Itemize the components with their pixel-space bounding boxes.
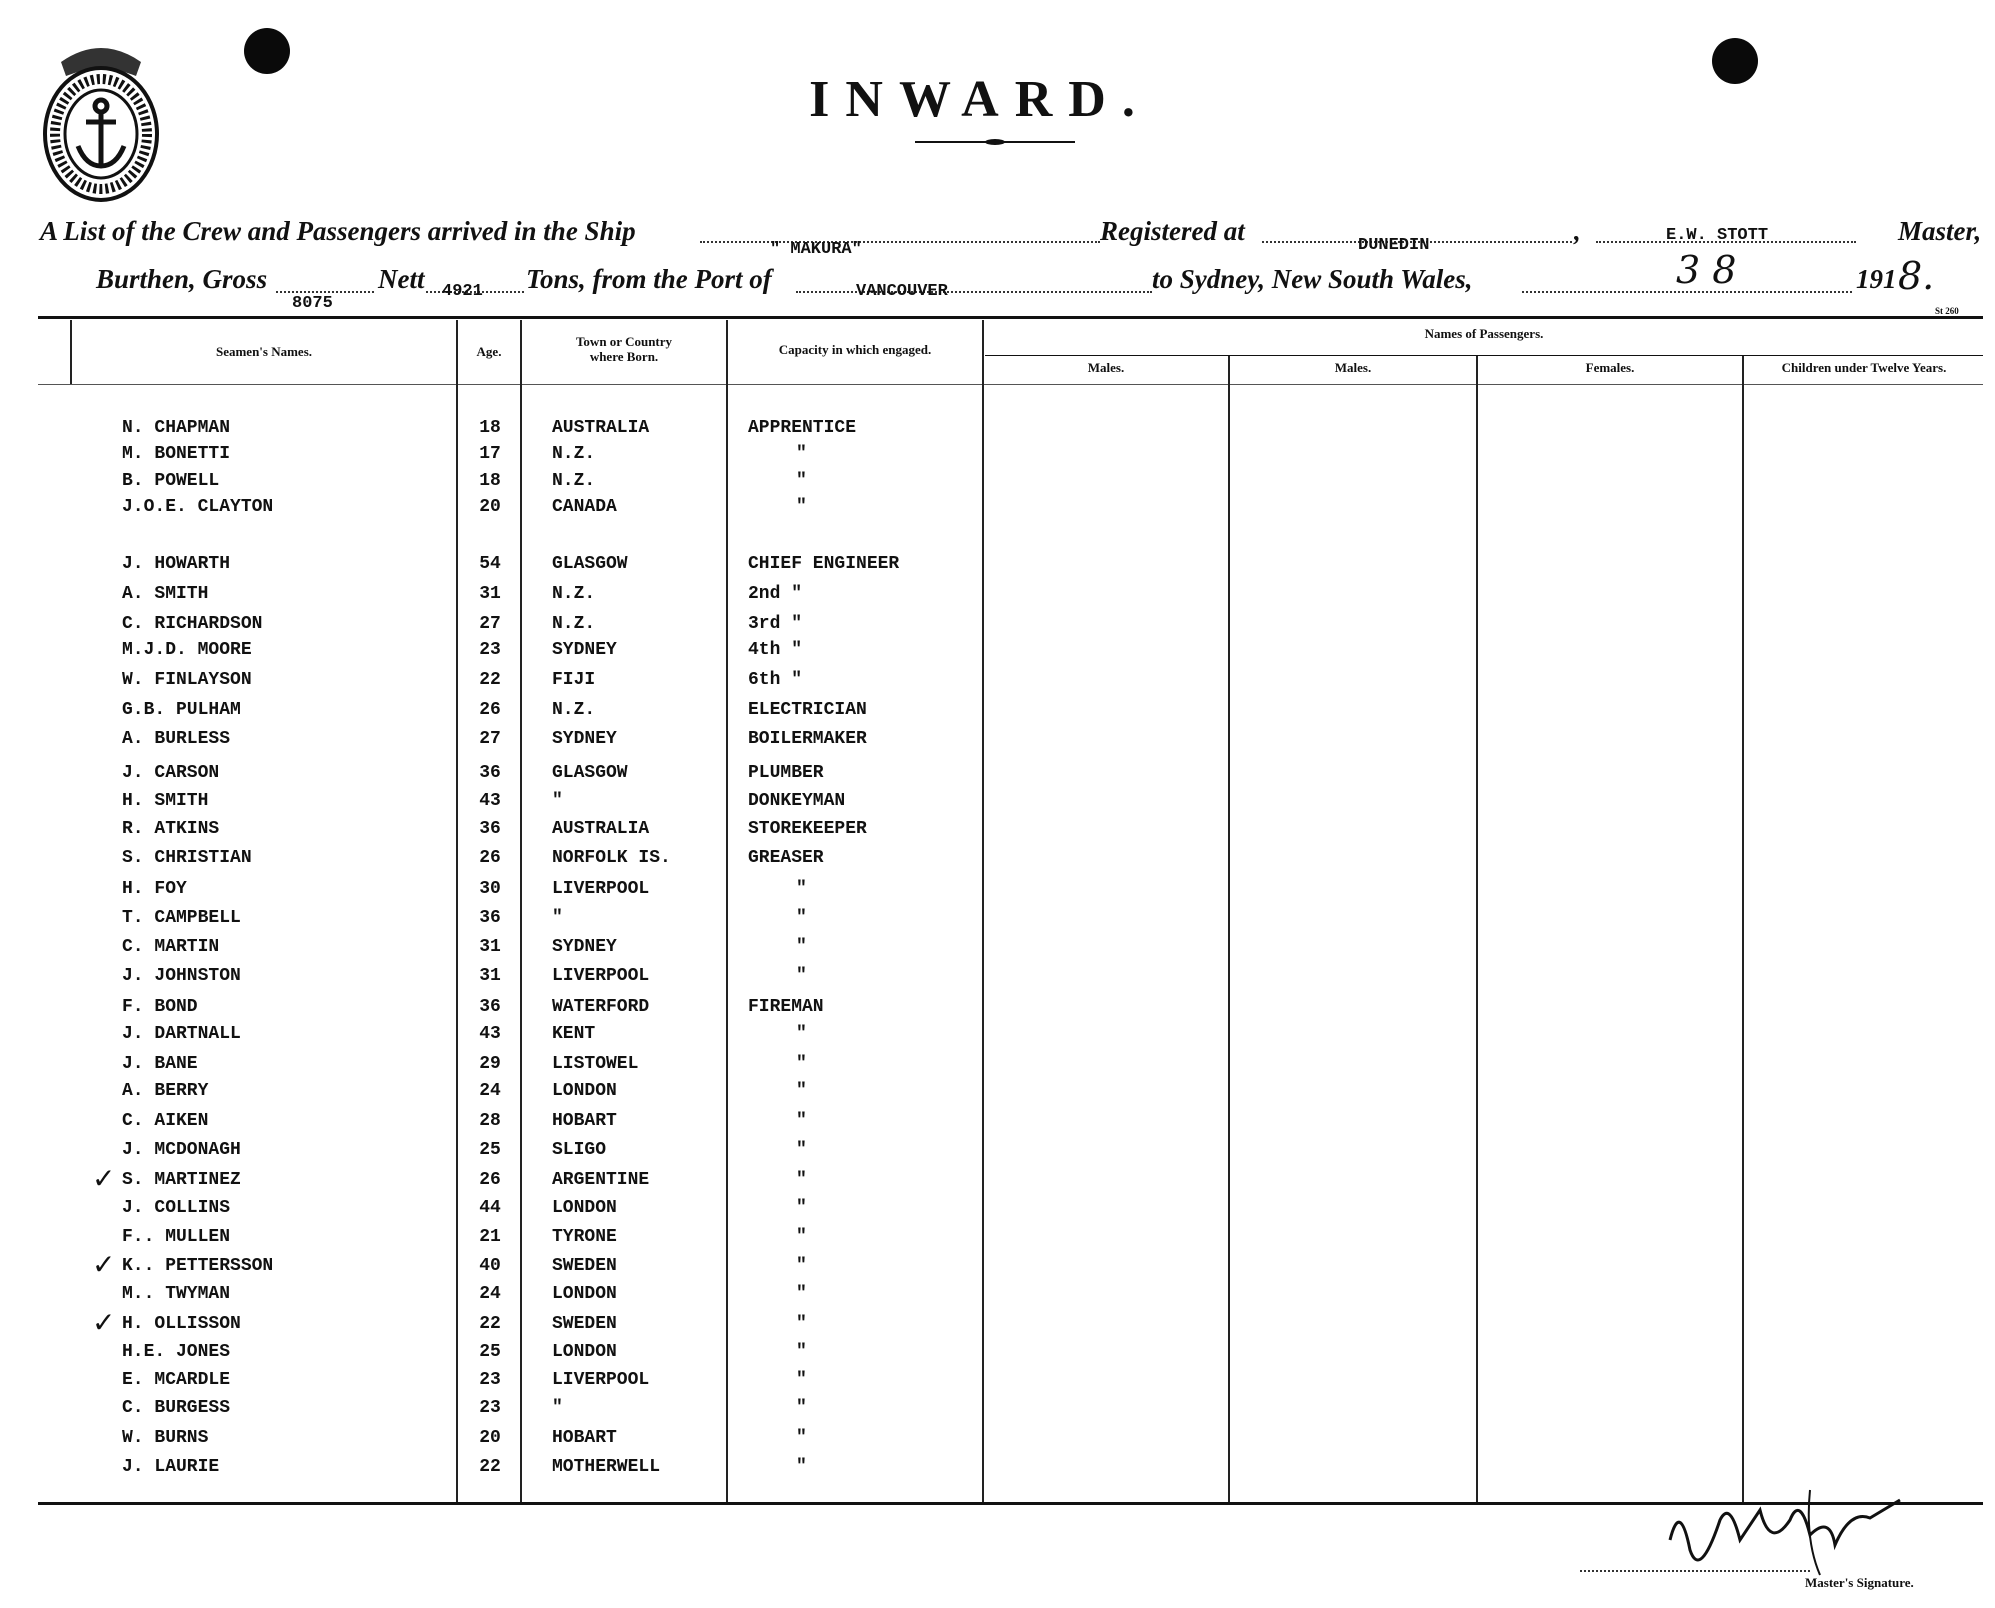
col-header-passengers: Names of Passengers. <box>1424 326 1544 341</box>
crew-name: J. HOWARTH <box>122 554 231 574</box>
crew-age: 27 <box>479 729 501 749</box>
crew-capacity: CHIEF ENGINEER <box>748 554 900 574</box>
check-mark: ✓ <box>92 1162 116 1195</box>
crew-age: 20 <box>479 1428 501 1448</box>
crew-capacity: APPRENTICE <box>748 418 857 438</box>
crew-birthplace: SYDNEY <box>552 729 617 749</box>
crew-capacity: ELECTRICIAN <box>748 700 867 720</box>
col-header-males1: Males. <box>1087 360 1125 375</box>
crew-name: A. SMITH <box>122 584 209 604</box>
passengers-subrule <box>985 355 1983 356</box>
crew-capacity: " <box>796 1342 807 1362</box>
header-line1-label: A List of the Crew and Passengers arrived in the Ship <box>40 216 636 246</box>
registered-port: DUNEDIN <box>1358 236 1430 255</box>
crew-name: C. RICHARDSON <box>122 614 263 634</box>
crew-name: H. OLLISSON <box>122 1314 241 1334</box>
crew-age: 36 <box>479 997 501 1017</box>
crew-capacity: " <box>796 1314 807 1334</box>
burthen-label: Burthen, Gross <box>96 264 268 294</box>
crew-birthplace: N.Z. <box>552 584 596 604</box>
crew-birthplace: WATERFORD <box>552 997 650 1017</box>
crew-birthplace: AUSTRALIA <box>552 819 650 839</box>
department-seal <box>36 34 166 204</box>
crew-capacity: " <box>796 497 807 517</box>
tons-label: Tons, from the Port of <box>526 264 772 294</box>
crew-name: J. JOHNSTON <box>122 966 241 986</box>
from-port: VANCOUVER <box>856 282 948 301</box>
col-divider-age <box>520 320 522 1502</box>
crew-age: 22 <box>479 1314 501 1334</box>
col-header-capacity: Capacity in which engaged. <box>778 342 932 357</box>
crew-capacity: " <box>796 1457 807 1477</box>
crew-name: B. POWELL <box>122 471 220 491</box>
crew-capacity: " <box>796 1256 807 1276</box>
table-top-rule <box>38 316 1983 319</box>
year-prefix: 191 <box>1856 264 1897 294</box>
crew-name: C. MARTIN <box>122 937 220 957</box>
gross-rule <box>276 290 374 293</box>
registered-label: Registered at <box>1100 216 1245 246</box>
form-number: St 260 <box>1935 306 1959 316</box>
crew-birthplace: SLIGO <box>552 1140 607 1160</box>
crew-birthplace: " <box>552 1398 563 1418</box>
crew-capacity: " <box>796 1140 807 1160</box>
punch-hole-left <box>244 28 290 74</box>
crew-name: M.J.D. MOORE <box>122 640 252 660</box>
col-divider-born <box>726 320 728 1502</box>
crew-capacity: 3rd " <box>748 614 803 634</box>
crew-age: 26 <box>479 848 501 868</box>
crew-age: 31 <box>479 966 501 986</box>
nett-label: Nett <box>378 264 425 294</box>
comma: , <box>1574 216 1581 246</box>
crew-capacity: " <box>796 879 807 899</box>
crew-capacity: " <box>796 1054 807 1074</box>
crew-name: S. MARTINEZ <box>122 1170 241 1190</box>
crew-capacity: DONKEYMAN <box>748 791 846 811</box>
crew-birthplace: LONDON <box>552 1342 617 1362</box>
crew-birthplace: " <box>552 791 563 811</box>
crew-birthplace: GLASGOW <box>552 554 628 574</box>
crew-name: S. CHRISTIAN <box>122 848 252 868</box>
crew-name: J. DARTNALL <box>122 1024 241 1044</box>
crew-capacity: " <box>796 1024 807 1044</box>
crew-birthplace: ARGENTINE <box>552 1170 650 1190</box>
crew-age: 30 <box>479 879 501 899</box>
title-ornament <box>915 138 1075 146</box>
crew-age: 36 <box>479 819 501 839</box>
crew-age: 43 <box>479 1024 501 1044</box>
crew-age: 27 <box>479 614 501 634</box>
crew-name: J. MCDONAGH <box>122 1140 241 1160</box>
col-header-born-line2: where Born. <box>589 349 659 364</box>
crew-age: 28 <box>479 1111 501 1131</box>
crew-age: 22 <box>479 670 501 690</box>
ship-name: " MAKURA" <box>770 240 862 259</box>
crew-age: 17 <box>479 444 501 464</box>
crew-capacity: " <box>796 937 807 957</box>
crew-name: K.. PETTERSSON <box>122 1256 274 1276</box>
crew-age: 36 <box>479 908 501 928</box>
crew-age: 20 <box>479 497 501 517</box>
crew-age: 44 <box>479 1198 501 1218</box>
crew-name: J. COLLINS <box>122 1198 231 1218</box>
crew-birthplace: KENT <box>552 1024 596 1044</box>
check-mark: ✓ <box>92 1306 116 1339</box>
crew-name: W. FINLAYSON <box>122 670 252 690</box>
crew-capacity: " <box>796 471 807 491</box>
crew-birthplace: LIVERPOOL <box>552 966 650 986</box>
col-divider-capacity <box>982 320 984 1502</box>
crew-name: M. BONETTI <box>122 444 231 464</box>
col-header-born-line1: Town or Country <box>575 334 673 349</box>
col-header-children: Children under Twelve Years. <box>1781 360 1947 375</box>
crew-capacity: PLUMBER <box>748 763 824 783</box>
crew-name: H. FOY <box>122 879 187 899</box>
crew-age: 26 <box>479 1170 501 1190</box>
crew-age: 40 <box>479 1256 501 1276</box>
crew-birthplace: AUSTRALIA <box>552 418 650 438</box>
crew-birthplace: HOBART <box>552 1111 617 1131</box>
crew-birthplace: SWEDEN <box>552 1314 617 1334</box>
crew-name: R. ATKINS <box>122 819 220 839</box>
master-signature <box>1660 1480 1920 1590</box>
crew-age: 23 <box>479 640 501 660</box>
crew-capacity: " <box>796 1284 807 1304</box>
crew-birthplace: " <box>552 908 563 928</box>
crew-capacity: " <box>796 1198 807 1218</box>
crew-age: 22 <box>479 1457 501 1477</box>
to-label: to Sydney, New South Wales, <box>1152 264 1473 294</box>
crew-name: J. LAURIE <box>122 1457 220 1477</box>
crew-capacity: " <box>796 1227 807 1247</box>
crew-age: 23 <box>479 1370 501 1390</box>
ship-name-rule <box>700 240 1100 243</box>
crew-birthplace: MOTHERWELL <box>552 1457 661 1477</box>
crew-capacity: 2nd " <box>748 584 803 604</box>
crew-capacity: STOREKEEPER <box>748 819 867 839</box>
crew-capacity: " <box>796 1170 807 1190</box>
crew-age: 54 <box>479 554 501 574</box>
crew-name: A. BURLESS <box>122 729 231 749</box>
crew-birthplace: GLASGOW <box>552 763 628 783</box>
crew-age: 36 <box>479 763 501 783</box>
crew-capacity: " <box>796 1370 807 1390</box>
col-divider-males1 <box>1228 356 1230 1502</box>
crew-age: 31 <box>479 937 501 957</box>
check-mark: ✓ <box>92 1248 116 1281</box>
col-header-males2: Males. <box>1334 360 1372 375</box>
crew-name: J. CARSON <box>122 763 220 783</box>
crew-name: J.O.E. CLAYTON <box>122 497 274 517</box>
crew-birthplace: N.Z. <box>552 700 596 720</box>
master-label: Master, <box>1898 216 1982 246</box>
crew-name: T. CAMPBELL <box>122 908 241 928</box>
gross-tons: 8075 <box>292 294 333 313</box>
crew-age: 26 <box>479 700 501 720</box>
crew-capacity: FIREMAN <box>748 997 824 1017</box>
crew-age: 29 <box>479 1054 501 1074</box>
crew-birthplace: LONDON <box>552 1198 617 1218</box>
crew-birthplace: SYDNEY <box>552 640 617 660</box>
crew-birthplace: SWEDEN <box>552 1256 617 1276</box>
nett-tons: 4921 <box>442 282 483 301</box>
col-divider-females <box>1742 356 1744 1502</box>
header-bottom-rule <box>38 384 1983 385</box>
crew-name: N. CHAPMAN <box>122 418 231 438</box>
crew-age: 18 <box>479 471 501 491</box>
crew-capacity: " <box>796 966 807 986</box>
crew-birthplace: HOBART <box>552 1428 617 1448</box>
crew-birthplace: LIVERPOOL <box>552 1370 650 1390</box>
crew-capacity: GREASER <box>748 848 824 868</box>
signature-label: Master's Signature. <box>1805 1575 1914 1590</box>
crew-age: 25 <box>479 1140 501 1160</box>
crew-age: 43 <box>479 791 501 811</box>
date-handwritten: 3 8 <box>1676 248 1737 292</box>
crew-age: 18 <box>479 418 501 438</box>
crew-name: E. MCARDLE <box>122 1370 231 1390</box>
crew-birthplace: LISTOWEL <box>552 1054 639 1074</box>
crew-capacity: " <box>796 444 807 464</box>
crew-age: 21 <box>479 1227 501 1247</box>
col-divider-name <box>456 320 458 1502</box>
col-header-age: Age. <box>476 344 502 359</box>
crew-capacity: " <box>796 1111 807 1131</box>
crew-birthplace: LONDON <box>552 1284 617 1304</box>
col-header-females: Females. <box>1585 360 1635 375</box>
crew-capacity: " <box>796 1081 807 1101</box>
crew-birthplace: CANADA <box>552 497 617 517</box>
crew-birthplace: N.Z. <box>552 614 596 634</box>
year-digit: 8. <box>1898 254 1935 298</box>
crew-capacity: 4th " <box>748 640 803 660</box>
crew-name: J. BANE <box>122 1054 198 1074</box>
page-title: INWARD. <box>809 71 1151 128</box>
crew-birthplace: N.Z. <box>552 471 596 491</box>
from-port-rule <box>796 290 1152 293</box>
crew-capacity: " <box>796 1428 807 1448</box>
crew-capacity: BOILERMAKER <box>748 729 867 749</box>
punch-hole-right <box>1712 38 1758 84</box>
crew-birthplace: NORFOLK IS. <box>552 848 671 868</box>
col-divider-males2 <box>1476 356 1478 1502</box>
crew-name: G.B. PULHAM <box>122 700 241 720</box>
crew-capacity: " <box>796 908 807 928</box>
col-header-born <box>522 334 726 364</box>
crew-age: 23 <box>479 1398 501 1418</box>
crew-age: 31 <box>479 584 501 604</box>
crew-birthplace: TYRONE <box>552 1227 617 1247</box>
master-name: E.W. STOTT <box>1666 226 1769 245</box>
crew-birthplace: N.Z. <box>552 444 596 464</box>
crew-name: H.E. JONES <box>122 1342 231 1362</box>
crew-birthplace: FIJI <box>552 670 596 690</box>
crew-name: H. SMITH <box>122 791 209 811</box>
crew-name: M.. TWYMAN <box>122 1284 231 1304</box>
crew-name: C. AIKEN <box>122 1111 209 1131</box>
crew-age: 24 <box>479 1081 501 1101</box>
crew-name: A. BERRY <box>122 1081 209 1101</box>
crew-name: C. BURGESS <box>122 1398 231 1418</box>
crew-name: F. BOND <box>122 997 198 1017</box>
crew-capacity: " <box>796 1398 807 1418</box>
crew-capacity: 6th " <box>748 670 803 690</box>
crew-birthplace: LONDON <box>552 1081 617 1101</box>
crew-age: 24 <box>479 1284 501 1304</box>
crew-age: 25 <box>479 1342 501 1362</box>
crew-name: F.. MULLEN <box>122 1227 231 1247</box>
crew-birthplace: LIVERPOOL <box>552 879 650 899</box>
col-header-name: Seamen's Names. <box>215 344 313 359</box>
crew-birthplace: SYDNEY <box>552 937 617 957</box>
crew-name: W. BURNS <box>122 1428 209 1448</box>
